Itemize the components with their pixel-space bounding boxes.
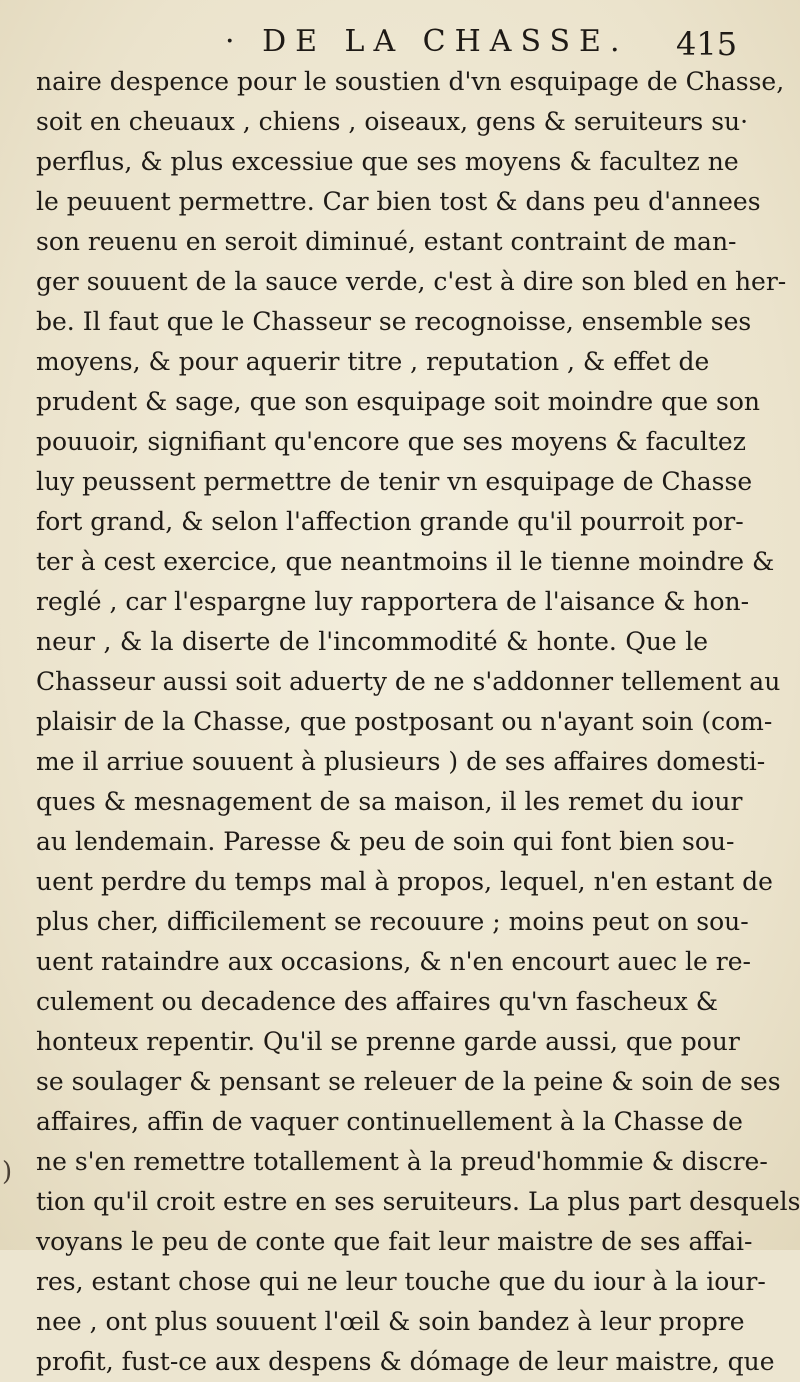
- text-line: perflus, & plus excessiue que ses moyens & facultez ne: [36, 147, 739, 176]
- text-line: ques & mesnagement de sa maison, il les remet du iour: [36, 787, 743, 816]
- text-line: uent rataindre aux occasions, & n'en encourt auec le re-: [36, 947, 751, 976]
- text-line: au lendemain. Paresse & peu de soin qui font bien sou-: [36, 827, 735, 856]
- body-text: [36, 62, 800, 1382]
- text-line: neur , & la diserte de l'incommodité & honte. Que le: [36, 627, 708, 656]
- text-line: son reuenu en seroit diminué, estant contraint de man-: [36, 227, 737, 256]
- text-line: profit, fust-ce aux despens & dómage de leur maistre, que: [36, 1347, 775, 1376]
- text-line: naire despence pour le soustien d'vn esquipage de Chasse,: [36, 67, 785, 96]
- text-line: Chasseur aussi soit aduerty de ne s'addonner tellement au: [36, 667, 781, 696]
- text-line: uent perdre du temps mal à propos, lequel, n'en estant de: [36, 867, 773, 896]
- text-line: se soulager & pensant se releuer de la peine & soin de ses: [36, 1067, 781, 1096]
- text-line: voyans le peu de conte que fait leur maistre de ses affai-: [36, 1227, 753, 1256]
- text-line: ne s'en remettre totallement à la preud'hommie & discre-: [36, 1147, 768, 1176]
- text-line: tion qu'il croit estre en ses seruiteurs. La plus part desquels: [36, 1187, 800, 1216]
- text-line: reglé , car l'espargne luy rapportera de l'aisance & hon-: [36, 587, 750, 616]
- text-line: fort grand, & selon l'affection grande qu'il pourroit por-: [36, 507, 744, 536]
- text-line: culement ou decadence des affaires qu'vn fascheux &: [36, 987, 719, 1016]
- text-line: me il arriue souuent à plusieurs ) de ses affaires domesti-: [36, 747, 766, 776]
- text-line: be. Il faut que le Chasseur se recognoisse, ensemble ses: [36, 307, 752, 336]
- text-line: prudent & sage, que son esquipage soit moindre que son: [36, 387, 760, 416]
- text-line: ter à cest exercice, que neantmoins il le tienne moindre &: [36, 547, 775, 576]
- text-line: soit en cheuaux , chiens , oiseaux, gens & seruiteurs su·: [36, 107, 749, 136]
- text-line: ger souuent de la sauce verde, c'est à dire son bled en her-: [36, 267, 787, 296]
- text-line: moyens, & pour aquerir titre , reputation , & effet de: [36, 347, 710, 376]
- text-line: nee , ont plus souuent l'œil & soin bandez à leur propre: [36, 1307, 745, 1336]
- margin-mark: ): [2, 1157, 13, 1187]
- text-line: res, estant chose qui ne leur touche que du iour à la iour-: [36, 1267, 766, 1296]
- text-line: affaires, affin de vaquer continuellement à la Chasse de: [36, 1107, 743, 1136]
- text-line: plaisir de la Chasse, que postposant ou n'ayant soin (com-: [36, 707, 773, 736]
- text-line: plus cher, difficilement se recouure ; moins peut on sou-: [36, 907, 749, 936]
- text-line: le peuuent permettre. Car bien tost & dans peu d'annees: [36, 187, 761, 216]
- page-number: 415: [676, 25, 738, 63]
- text-line: pouuoir, signifiant qu'encore que ses moyens & facultez: [36, 427, 746, 456]
- running-head: · DE LA CHASSE.: [225, 24, 629, 59]
- text-line: honteux repentir. Qu'il se prenne garde aussi, que pour: [36, 1027, 740, 1056]
- text-line: luy peussent permettre de tenir vn esquipage de Chasse: [36, 467, 753, 496]
